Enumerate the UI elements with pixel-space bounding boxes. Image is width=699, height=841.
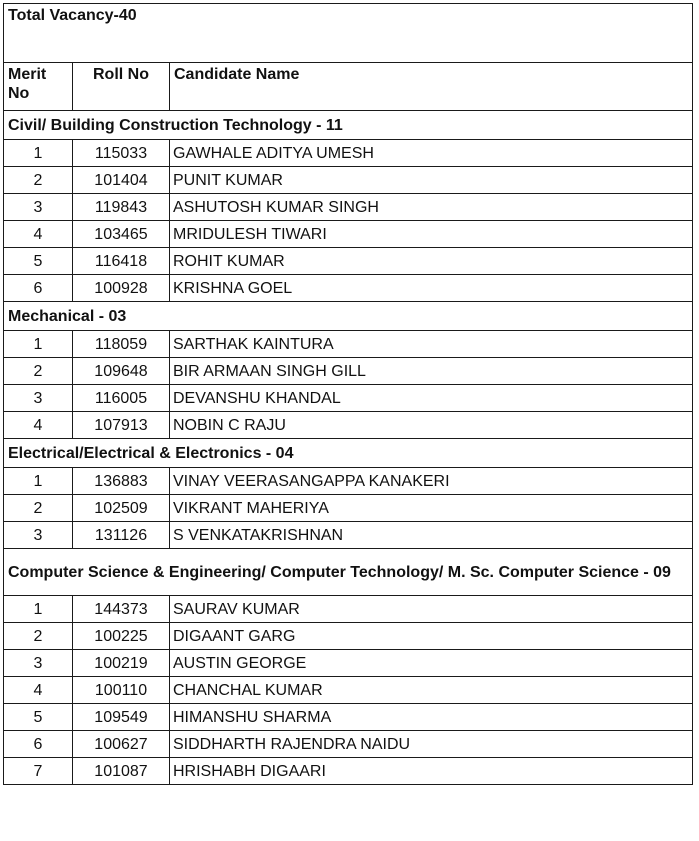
table-row (4, 167, 693, 194)
merit-no-cell: 6 (4, 275, 73, 302)
roll-no-cell: 131126 (73, 522, 170, 549)
candidate-name-cell: GAWHALE ADITYA UMESH (170, 140, 693, 167)
header-candidate-name: Candidate Name (170, 63, 693, 111)
table-row (4, 468, 693, 495)
roll-no-cell: 116418 (73, 248, 170, 275)
table-row (4, 522, 693, 549)
table-row (4, 331, 693, 358)
table-row (4, 596, 693, 623)
table-row (4, 704, 693, 731)
candidate-name-cell: DEVANSHU KHANDAL (170, 385, 693, 412)
merit-no-cell: 5 (4, 248, 73, 275)
candidate-name-cell: S VENKATAKRISHNAN (170, 522, 693, 549)
roll-no-cell: 119843 (73, 194, 170, 221)
merit-list-table (3, 3, 693, 785)
candidate-name-cell: CHANCHAL KUMAR (170, 677, 693, 704)
merit-no-cell: 7 (4, 758, 73, 785)
roll-no-cell: 100928 (73, 275, 170, 302)
candidate-name-cell: HIMANSHU SHARMA (170, 704, 693, 731)
roll-no-cell: 116005 (73, 385, 170, 412)
table-row (4, 385, 693, 412)
merit-no-cell: 3 (4, 650, 73, 677)
merit-no-cell: 2 (4, 495, 73, 522)
merit-no-cell: 3 (4, 385, 73, 412)
table-row (4, 758, 693, 785)
section-row (4, 302, 693, 331)
candidate-name-cell: VINAY VEERASANGAPPA KANAKERI (170, 468, 693, 495)
roll-no-cell: 109549 (73, 704, 170, 731)
candidate-name-cell: ASHUTOSH KUMAR SINGH (170, 194, 693, 221)
merit-no-cell: 1 (4, 468, 73, 495)
page-title: Total Vacancy-40 (4, 4, 693, 63)
candidate-name-cell: VIKRANT MAHERIYA (170, 495, 693, 522)
table-row (4, 731, 693, 758)
candidate-name-cell: DIGAANT GARG (170, 623, 693, 650)
candidate-name-cell: AUSTIN GEORGE (170, 650, 693, 677)
section-row (4, 439, 693, 468)
roll-no-cell: 115033 (73, 140, 170, 167)
merit-no-cell: 4 (4, 412, 73, 439)
merit-no-cell: 5 (4, 704, 73, 731)
roll-no-cell: 136883 (73, 468, 170, 495)
candidate-name-cell: SIDDHARTH RAJENDRA NAIDU (170, 731, 693, 758)
candidate-name-cell: BIR ARMAAN SINGH GILL (170, 358, 693, 385)
table-row (4, 495, 693, 522)
candidate-name-cell: ROHIT KUMAR (170, 248, 693, 275)
candidate-name-cell: PUNIT KUMAR (170, 167, 693, 194)
candidate-name-cell: KRISHNA GOEL (170, 275, 693, 302)
candidate-name-cell: MRIDULESH TIWARI (170, 221, 693, 248)
merit-no-cell: 3 (4, 522, 73, 549)
table-row (4, 194, 693, 221)
merit-no-cell: 2 (4, 358, 73, 385)
table-row (4, 358, 693, 385)
roll-no-cell: 100225 (73, 623, 170, 650)
merit-no-cell: 2 (4, 623, 73, 650)
table-row (4, 275, 693, 302)
table-row (4, 140, 693, 167)
roll-no-cell: 103465 (73, 221, 170, 248)
roll-no-cell: 101404 (73, 167, 170, 194)
roll-no-cell: 144373 (73, 596, 170, 623)
title-row (4, 4, 693, 63)
merit-no-cell: 6 (4, 731, 73, 758)
section-heading: Computer Science & Engineering/ Computer Technology/ M. Sc. Computer Science - 09 (4, 549, 693, 596)
merit-no-cell: 3 (4, 194, 73, 221)
merit-no-cell: 1 (4, 331, 73, 358)
section-heading: Civil/ Building Construction Technology - 11 (4, 111, 693, 140)
candidate-name-cell: SAURAV KUMAR (170, 596, 693, 623)
table-row (4, 677, 693, 704)
table-row (4, 650, 693, 677)
merit-no-cell: 1 (4, 596, 73, 623)
header-row (4, 63, 693, 111)
merit-no-cell: 4 (4, 677, 73, 704)
header-roll-no: Roll No (73, 63, 170, 111)
roll-no-cell: 109648 (73, 358, 170, 385)
roll-no-cell: 101087 (73, 758, 170, 785)
candidate-name-cell: SARTHAK KAINTURA (170, 331, 693, 358)
table-row (4, 623, 693, 650)
section-heading: Electrical/Electrical & Electronics - 04 (4, 439, 693, 468)
roll-no-cell: 100627 (73, 731, 170, 758)
merit-no-cell: 4 (4, 221, 73, 248)
candidate-name-cell: NOBIN C RAJU (170, 412, 693, 439)
table-row (4, 248, 693, 275)
merit-no-cell: 2 (4, 167, 73, 194)
candidate-name-cell: HRISHABH DIGAARI (170, 758, 693, 785)
roll-no-cell: 100219 (73, 650, 170, 677)
table-row (4, 221, 693, 248)
header-merit-no: Merit No (4, 63, 73, 111)
roll-no-cell: 107913 (73, 412, 170, 439)
table-row (4, 412, 693, 439)
merit-no-cell: 1 (4, 140, 73, 167)
roll-no-cell: 118059 (73, 331, 170, 358)
section-heading: Mechanical - 03 (4, 302, 693, 331)
roll-no-cell: 102509 (73, 495, 170, 522)
section-row (4, 549, 693, 596)
roll-no-cell: 100110 (73, 677, 170, 704)
merit-list-body (4, 4, 693, 785)
section-row (4, 111, 693, 140)
